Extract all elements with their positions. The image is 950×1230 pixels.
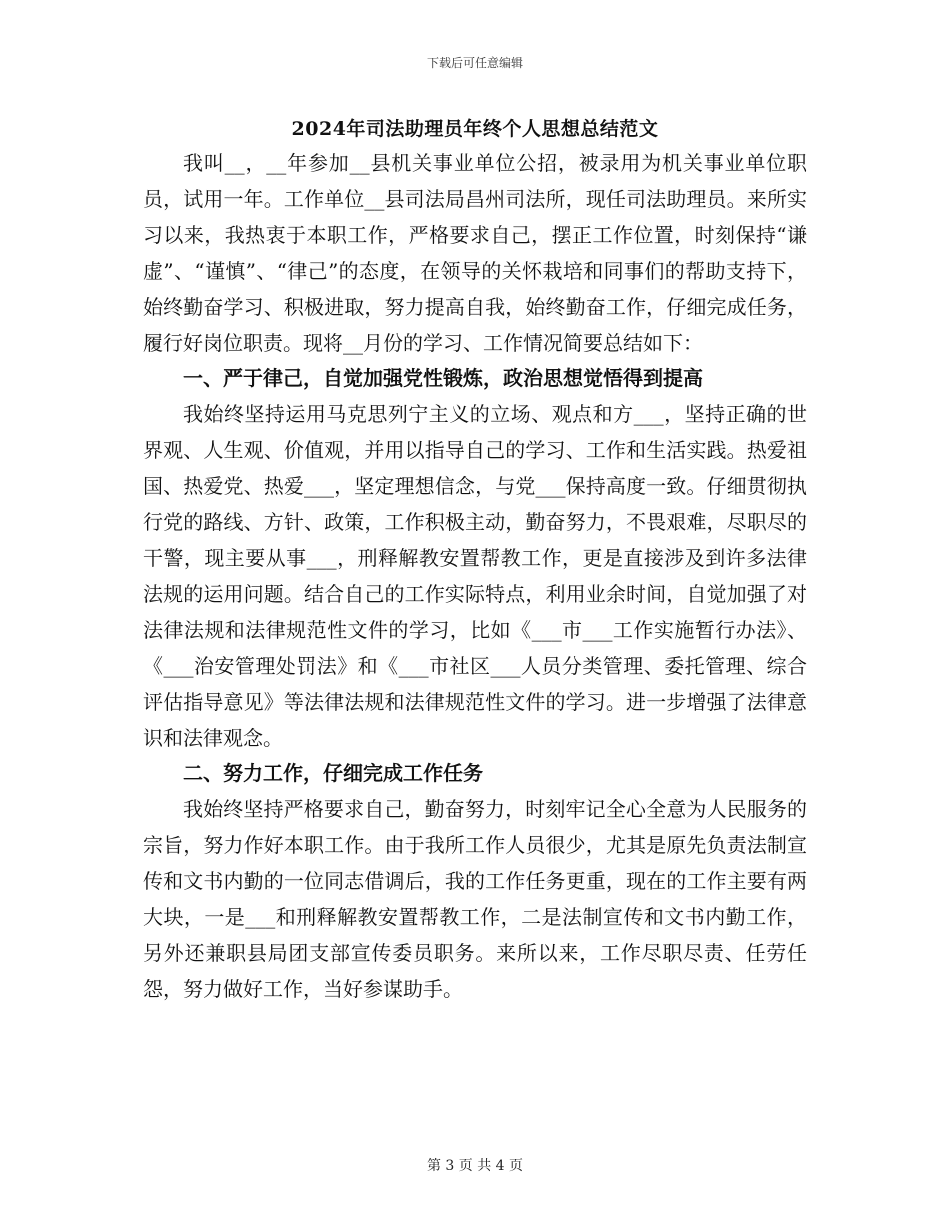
intro-paragraph: 我叫__，__年参加__县机关事业单位公招，被录用为机关事业单位职员，试用一年。工作单位__县司法局昌州司法所，现任司法助理员。来所实习以来，我热衷于本职工作，严格要求自己，摆正工作位置，时刻保持“谦虚”、“谨慎”、“律己”的态度，在领导的关怀栽培和同事们的帮助支持下，始终勤奋学习、积极进取，努力提高自我，始终勤奋工作，仔细完成任务，履行好岗位职责。现将__月份的学习、工作情况简要总结如下：	[143, 151, 807, 355]
document-title: 2024年司法助理员年终个人思想总结范文	[291, 118, 659, 140]
section-1-paragraph: 我始终坚持运用马克思列宁主义的立场、观点和方___，坚持正确的世界观、人生观、价值观，并用以指导自己的学习、工作和生活实践。热爱祖国、热爱党、热爱___，坚定理想信念，与党___保持高度一致。仔细贯彻执行党的路线、方针、政策，工作积极主动，勤奋努力，不畏艰难，尽职尽的干警，现主要从事___，刑释解教安置帮教工作，更是直接涉及到许多法律法规的运用问题。结合自己的工作实际特点，利用业余时间，自觉加强了对法律法规和法律规范性文件的学习，比如《___市___工作实施暂行办法》、《___治安管理处罚法》和《___市社区___人员分类管理、委托管理、综合评估指导意见》等法律法规和法律规范性文件的学习。进一步增强了法律意识和法律观念。	[143, 402, 807, 750]
section-2-heading: 二、努力工作，仔细完成工作任务	[183, 761, 483, 786]
page-header-note: 下载后可任意编辑	[426, 56, 523, 70]
section-1-heading: 一、严于律己，自觉加强党性锻炼，政治思想觉悟得到提高	[183, 366, 703, 391]
page-footer-number: 第 3 页 共 4 页	[426, 1158, 524, 1174]
section-2-paragraph: 我始终坚持严格要求自己，勤奋努力，时刻牢记全心全意为人民服务的宗旨，努力作好本职工作。由于我所工作人员很少，尤其是原先负责法制宣传和文书内勤的一位同志借调后，我的工作任务更重，现在的工作主要有两大块，一是___和刑释解教安置帮教工作，二是法制宣传和文书内勤工作，另外还兼职县局团支部宣传委员职务。来所以来，工作尽职尽责、任劳任怨，努力做好工作，当好参谋助手。	[143, 797, 807, 1001]
document-body	[143, 146, 807, 1008]
